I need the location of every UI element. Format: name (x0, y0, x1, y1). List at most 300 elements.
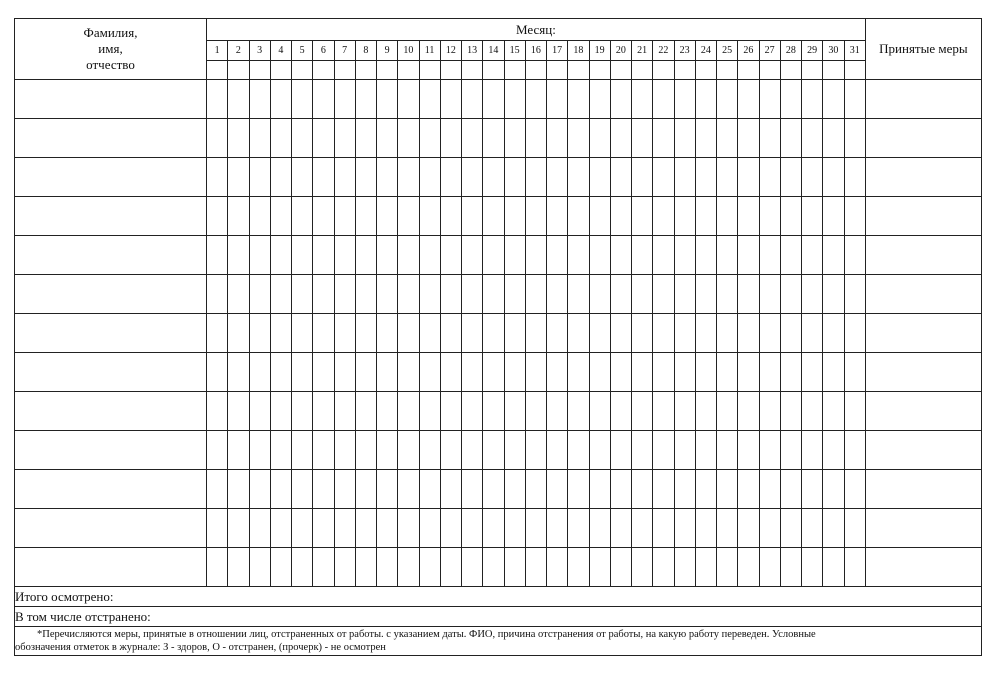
day-mark-cell[interactable] (802, 431, 823, 470)
day-mark-cell[interactable] (504, 314, 525, 353)
day-mark-cell[interactable] (377, 236, 398, 275)
day-mark-cell[interactable] (632, 353, 653, 392)
day-mark-cell[interactable] (632, 431, 653, 470)
day-mark-cell[interactable] (398, 470, 419, 509)
day-mark-cell[interactable] (334, 236, 355, 275)
day-mark-cell[interactable] (653, 392, 674, 431)
day-mark-cell[interactable] (440, 548, 461, 587)
day-mark-cell[interactable] (802, 392, 823, 431)
day-mark-cell[interactable] (228, 431, 249, 470)
day-mark-cell[interactable] (780, 119, 801, 158)
day-mark-cell[interactable] (440, 158, 461, 197)
day-mark-cell[interactable] (653, 119, 674, 158)
day-mark-cell[interactable] (377, 353, 398, 392)
day-mark-cell[interactable] (547, 158, 568, 197)
day-mark-cell[interactable] (695, 314, 716, 353)
day-mark-cell[interactable] (292, 275, 313, 314)
measures-cell[interactable] (865, 431, 981, 470)
day-mark-cell[interactable] (462, 236, 483, 275)
day-mark-cell[interactable] (568, 431, 589, 470)
employee-name-cell[interactable] (15, 197, 207, 236)
day-mark-cell[interactable] (844, 509, 865, 548)
day-mark-cell[interactable] (504, 392, 525, 431)
day-mark-cell[interactable] (759, 158, 780, 197)
day-mark-cell[interactable] (568, 548, 589, 587)
day-mark-cell[interactable] (440, 119, 461, 158)
measures-cell[interactable] (865, 158, 981, 197)
day-mark-cell[interactable] (419, 158, 440, 197)
day-mark-cell[interactable] (483, 470, 504, 509)
day-mark-cell[interactable] (568, 353, 589, 392)
day-mark-cell[interactable] (334, 431, 355, 470)
day-mark-cell[interactable] (844, 548, 865, 587)
day-mark-cell[interactable] (802, 470, 823, 509)
day-mark-cell[interactable] (547, 119, 568, 158)
day-mark-cell[interactable] (695, 392, 716, 431)
day-mark-cell[interactable] (589, 197, 610, 236)
day-mark-cell[interactable] (823, 392, 844, 431)
day-mark-cell[interactable] (589, 392, 610, 431)
day-mark-cell[interactable] (738, 509, 759, 548)
day-mark-cell[interactable] (398, 236, 419, 275)
day-mark-cell[interactable] (653, 314, 674, 353)
day-mark-cell[interactable] (228, 197, 249, 236)
day-mark-cell[interactable] (228, 548, 249, 587)
day-mark-cell[interactable] (759, 353, 780, 392)
day-mark-cell[interactable] (844, 236, 865, 275)
day-mark-cell[interactable] (462, 197, 483, 236)
day-mark-cell[interactable] (270, 470, 291, 509)
day-mark-cell[interactable] (292, 392, 313, 431)
day-mark-cell[interactable] (674, 275, 695, 314)
day-mark-cell[interactable] (759, 80, 780, 119)
day-mark-cell[interactable] (483, 236, 504, 275)
day-mark-cell[interactable] (419, 392, 440, 431)
day-mark-cell[interactable] (610, 509, 631, 548)
day-mark-cell[interactable] (483, 548, 504, 587)
day-mark-cell[interactable] (823, 314, 844, 353)
day-mark-cell[interactable] (823, 197, 844, 236)
day-mark-cell[interactable] (568, 314, 589, 353)
day-mark-cell[interactable] (398, 158, 419, 197)
day-mark-cell[interactable] (313, 392, 334, 431)
day-mark-cell[interactable] (717, 353, 738, 392)
day-mark-cell[interactable] (717, 509, 738, 548)
measures-cell[interactable] (865, 80, 981, 119)
day-mark-cell[interactable] (249, 314, 270, 353)
day-mark-cell[interactable] (228, 80, 249, 119)
day-mark-cell[interactable] (717, 314, 738, 353)
day-mark-cell[interactable] (270, 197, 291, 236)
day-mark-cell[interactable] (228, 314, 249, 353)
day-mark-cell[interactable] (780, 509, 801, 548)
day-mark-cell[interactable] (759, 275, 780, 314)
measures-cell[interactable] (865, 314, 981, 353)
day-mark-cell[interactable] (313, 197, 334, 236)
day-mark-cell[interactable] (674, 548, 695, 587)
day-mark-cell[interactable] (759, 470, 780, 509)
day-mark-cell[interactable] (653, 236, 674, 275)
day-mark-cell[interactable] (738, 392, 759, 431)
day-mark-cell[interactable] (589, 314, 610, 353)
day-mark-cell[interactable] (419, 197, 440, 236)
day-mark-cell[interactable] (738, 431, 759, 470)
day-mark-cell[interactable] (589, 431, 610, 470)
day-mark-cell[interactable] (249, 275, 270, 314)
day-mark-cell[interactable] (377, 509, 398, 548)
day-mark-cell[interactable] (334, 275, 355, 314)
employee-name-cell[interactable] (15, 392, 207, 431)
day-mark-cell[interactable] (207, 80, 228, 119)
day-mark-cell[interactable] (525, 431, 546, 470)
day-mark-cell[interactable] (419, 119, 440, 158)
day-mark-cell[interactable] (632, 470, 653, 509)
day-mark-cell[interactable] (759, 431, 780, 470)
employee-name-cell[interactable] (15, 431, 207, 470)
day-mark-cell[interactable] (717, 431, 738, 470)
day-mark-cell[interactable] (419, 548, 440, 587)
employee-name-cell[interactable] (15, 275, 207, 314)
day-mark-cell[interactable] (653, 80, 674, 119)
day-mark-cell[interactable] (802, 236, 823, 275)
day-mark-cell[interactable] (780, 197, 801, 236)
day-mark-cell[interactable] (802, 509, 823, 548)
day-mark-cell[interactable] (355, 275, 376, 314)
day-mark-cell[interactable] (823, 119, 844, 158)
day-mark-cell[interactable] (249, 548, 270, 587)
day-mark-cell[interactable] (717, 80, 738, 119)
day-mark-cell[interactable] (632, 314, 653, 353)
day-mark-cell[interactable] (292, 314, 313, 353)
day-mark-cell[interactable] (568, 119, 589, 158)
day-mark-cell[interactable] (695, 548, 716, 587)
day-mark-cell[interactable] (823, 80, 844, 119)
day-mark-cell[interactable] (632, 197, 653, 236)
day-mark-cell[interactable] (568, 509, 589, 548)
day-mark-cell[interactable] (525, 80, 546, 119)
day-mark-cell[interactable] (207, 236, 228, 275)
day-mark-cell[interactable] (483, 392, 504, 431)
day-mark-cell[interactable] (759, 236, 780, 275)
day-mark-cell[interactable] (653, 197, 674, 236)
day-mark-cell[interactable] (355, 197, 376, 236)
day-mark-cell[interactable] (632, 392, 653, 431)
day-mark-cell[interactable] (292, 353, 313, 392)
day-mark-cell[interactable] (547, 431, 568, 470)
day-mark-cell[interactable] (483, 197, 504, 236)
day-mark-cell[interactable] (525, 236, 546, 275)
day-mark-cell[interactable] (398, 431, 419, 470)
day-mark-cell[interactable] (695, 236, 716, 275)
measures-cell[interactable] (865, 236, 981, 275)
day-mark-cell[interactable] (802, 314, 823, 353)
day-mark-cell[interactable] (780, 392, 801, 431)
day-mark-cell[interactable] (334, 470, 355, 509)
day-mark-cell[interactable] (462, 509, 483, 548)
day-mark-cell[interactable] (419, 80, 440, 119)
day-mark-cell[interactable] (717, 119, 738, 158)
day-mark-cell[interactable] (738, 197, 759, 236)
day-mark-cell[interactable] (610, 236, 631, 275)
day-mark-cell[interactable] (398, 197, 419, 236)
day-mark-cell[interactable] (313, 431, 334, 470)
day-mark-cell[interactable] (717, 392, 738, 431)
day-mark-cell[interactable] (589, 509, 610, 548)
day-mark-cell[interactable] (674, 314, 695, 353)
day-mark-cell[interactable] (525, 119, 546, 158)
day-mark-cell[interactable] (228, 353, 249, 392)
day-mark-cell[interactable] (844, 80, 865, 119)
day-mark-cell[interactable] (377, 275, 398, 314)
day-mark-cell[interactable] (547, 548, 568, 587)
day-mark-cell[interactable] (419, 314, 440, 353)
day-mark-cell[interactable] (844, 197, 865, 236)
day-mark-cell[interactable] (440, 431, 461, 470)
day-mark-cell[interactable] (610, 392, 631, 431)
day-mark-cell[interactable] (802, 158, 823, 197)
day-mark-cell[interactable] (759, 119, 780, 158)
day-mark-cell[interactable] (483, 509, 504, 548)
day-mark-cell[interactable] (610, 275, 631, 314)
day-mark-cell[interactable] (292, 548, 313, 587)
day-mark-cell[interactable] (398, 80, 419, 119)
day-mark-cell[interactable] (717, 236, 738, 275)
day-mark-cell[interactable] (419, 353, 440, 392)
day-mark-cell[interactable] (377, 548, 398, 587)
measures-cell[interactable] (865, 470, 981, 509)
day-mark-cell[interactable] (292, 80, 313, 119)
day-mark-cell[interactable] (249, 431, 270, 470)
day-mark-cell[interactable] (440, 314, 461, 353)
day-mark-cell[interactable] (419, 236, 440, 275)
day-mark-cell[interactable] (355, 314, 376, 353)
day-mark-cell[interactable] (292, 236, 313, 275)
day-mark-cell[interactable] (695, 80, 716, 119)
employee-name-cell[interactable] (15, 509, 207, 548)
day-mark-cell[interactable] (632, 548, 653, 587)
day-mark-cell[interactable] (462, 275, 483, 314)
employee-name-cell[interactable] (15, 119, 207, 158)
day-mark-cell[interactable] (589, 470, 610, 509)
day-mark-cell[interactable] (462, 392, 483, 431)
day-mark-cell[interactable] (398, 548, 419, 587)
day-mark-cell[interactable] (780, 470, 801, 509)
day-mark-cell[interactable] (738, 158, 759, 197)
day-mark-cell[interactable] (292, 197, 313, 236)
day-mark-cell[interactable] (207, 548, 228, 587)
measures-cell[interactable] (865, 275, 981, 314)
day-mark-cell[interactable] (249, 197, 270, 236)
day-mark-cell[interactable] (270, 431, 291, 470)
day-mark-cell[interactable] (483, 158, 504, 197)
day-mark-cell[interactable] (717, 158, 738, 197)
day-mark-cell[interactable] (207, 431, 228, 470)
day-mark-cell[interactable] (228, 275, 249, 314)
employee-name-cell[interactable] (15, 80, 207, 119)
day-mark-cell[interactable] (738, 275, 759, 314)
day-mark-cell[interactable] (334, 392, 355, 431)
day-mark-cell[interactable] (653, 470, 674, 509)
day-mark-cell[interactable] (440, 509, 461, 548)
day-mark-cell[interactable] (674, 509, 695, 548)
measures-cell[interactable] (865, 392, 981, 431)
day-mark-cell[interactable] (802, 548, 823, 587)
day-mark-cell[interactable] (377, 431, 398, 470)
day-mark-cell[interactable] (249, 119, 270, 158)
day-mark-cell[interactable] (632, 119, 653, 158)
day-mark-cell[interactable] (759, 548, 780, 587)
day-mark-cell[interactable] (270, 509, 291, 548)
measures-cell[interactable] (865, 197, 981, 236)
day-mark-cell[interactable] (440, 470, 461, 509)
day-mark-cell[interactable] (292, 431, 313, 470)
measures-cell[interactable] (865, 548, 981, 587)
day-mark-cell[interactable] (462, 470, 483, 509)
day-mark-cell[interactable] (674, 119, 695, 158)
day-mark-cell[interactable] (738, 548, 759, 587)
day-mark-cell[interactable] (483, 275, 504, 314)
day-mark-cell[interactable] (547, 509, 568, 548)
day-mark-cell[interactable] (610, 197, 631, 236)
day-mark-cell[interactable] (525, 314, 546, 353)
day-mark-cell[interactable] (547, 314, 568, 353)
day-mark-cell[interactable] (228, 509, 249, 548)
day-mark-cell[interactable] (568, 470, 589, 509)
day-mark-cell[interactable] (228, 158, 249, 197)
day-mark-cell[interactable] (462, 548, 483, 587)
day-mark-cell[interactable] (695, 275, 716, 314)
day-mark-cell[interactable] (292, 470, 313, 509)
day-mark-cell[interactable] (313, 119, 334, 158)
day-mark-cell[interactable] (674, 80, 695, 119)
day-mark-cell[interactable] (759, 509, 780, 548)
day-mark-cell[interactable] (610, 158, 631, 197)
day-mark-cell[interactable] (504, 431, 525, 470)
measures-cell[interactable] (865, 509, 981, 548)
day-mark-cell[interactable] (270, 548, 291, 587)
day-mark-cell[interactable] (483, 119, 504, 158)
day-mark-cell[interactable] (568, 236, 589, 275)
day-mark-cell[interactable] (419, 431, 440, 470)
day-mark-cell[interactable] (355, 158, 376, 197)
day-mark-cell[interactable] (313, 353, 334, 392)
day-mark-cell[interactable] (674, 353, 695, 392)
day-mark-cell[interactable] (653, 158, 674, 197)
day-mark-cell[interactable] (780, 548, 801, 587)
day-mark-cell[interactable] (270, 353, 291, 392)
day-mark-cell[interactable] (207, 119, 228, 158)
day-mark-cell[interactable] (802, 119, 823, 158)
day-mark-cell[interactable] (568, 275, 589, 314)
day-mark-cell[interactable] (249, 80, 270, 119)
day-mark-cell[interactable] (249, 236, 270, 275)
day-mark-cell[interactable] (483, 314, 504, 353)
day-mark-cell[interactable] (440, 392, 461, 431)
day-mark-cell[interactable] (313, 158, 334, 197)
day-mark-cell[interactable] (610, 353, 631, 392)
day-mark-cell[interactable] (249, 158, 270, 197)
day-mark-cell[interactable] (695, 119, 716, 158)
employee-name-cell[interactable] (15, 548, 207, 587)
day-mark-cell[interactable] (568, 197, 589, 236)
day-mark-cell[interactable] (823, 353, 844, 392)
day-mark-cell[interactable] (802, 353, 823, 392)
day-mark-cell[interactable] (270, 119, 291, 158)
day-mark-cell[interactable] (207, 353, 228, 392)
day-mark-cell[interactable] (228, 119, 249, 158)
day-mark-cell[interactable] (462, 353, 483, 392)
day-mark-cell[interactable] (419, 275, 440, 314)
day-mark-cell[interactable] (398, 509, 419, 548)
day-mark-cell[interactable] (738, 353, 759, 392)
day-mark-cell[interactable] (844, 431, 865, 470)
day-mark-cell[interactable] (589, 353, 610, 392)
day-mark-cell[interactable] (653, 353, 674, 392)
day-mark-cell[interactable] (802, 275, 823, 314)
day-mark-cell[interactable] (504, 548, 525, 587)
day-mark-cell[interactable] (717, 275, 738, 314)
day-mark-cell[interactable] (377, 470, 398, 509)
day-mark-cell[interactable] (334, 158, 355, 197)
day-mark-cell[interactable] (844, 314, 865, 353)
day-mark-cell[interactable] (207, 275, 228, 314)
day-mark-cell[interactable] (844, 470, 865, 509)
day-mark-cell[interactable] (717, 470, 738, 509)
employee-name-cell[interactable] (15, 314, 207, 353)
day-mark-cell[interactable] (780, 353, 801, 392)
day-mark-cell[interactable] (738, 470, 759, 509)
day-mark-cell[interactable] (313, 80, 334, 119)
day-mark-cell[interactable] (504, 158, 525, 197)
day-mark-cell[interactable] (780, 80, 801, 119)
day-mark-cell[interactable] (270, 158, 291, 197)
day-mark-cell[interactable] (823, 509, 844, 548)
day-mark-cell[interactable] (334, 197, 355, 236)
day-mark-cell[interactable] (674, 236, 695, 275)
day-mark-cell[interactable] (462, 119, 483, 158)
day-mark-cell[interactable] (759, 314, 780, 353)
day-mark-cell[interactable] (504, 509, 525, 548)
day-mark-cell[interactable] (334, 119, 355, 158)
day-mark-cell[interactable] (440, 80, 461, 119)
day-mark-cell[interactable] (440, 197, 461, 236)
day-mark-cell[interactable] (398, 314, 419, 353)
employee-name-cell[interactable] (15, 353, 207, 392)
day-mark-cell[interactable] (270, 314, 291, 353)
day-mark-cell[interactable] (355, 119, 376, 158)
day-mark-cell[interactable] (674, 470, 695, 509)
day-mark-cell[interactable] (207, 509, 228, 548)
day-mark-cell[interactable] (504, 236, 525, 275)
day-mark-cell[interactable] (504, 197, 525, 236)
day-mark-cell[interactable] (313, 548, 334, 587)
day-mark-cell[interactable] (738, 314, 759, 353)
day-mark-cell[interactable] (674, 197, 695, 236)
day-mark-cell[interactable] (462, 314, 483, 353)
day-mark-cell[interactable] (738, 119, 759, 158)
day-mark-cell[interactable] (334, 509, 355, 548)
day-mark-cell[interactable] (377, 119, 398, 158)
day-mark-cell[interactable] (292, 509, 313, 548)
day-mark-cell[interactable] (462, 431, 483, 470)
day-mark-cell[interactable] (823, 158, 844, 197)
day-mark-cell[interactable] (823, 236, 844, 275)
day-mark-cell[interactable] (844, 353, 865, 392)
day-mark-cell[interactable] (589, 548, 610, 587)
day-mark-cell[interactable] (334, 314, 355, 353)
day-mark-cell[interactable] (228, 392, 249, 431)
day-mark-cell[interactable] (355, 80, 376, 119)
